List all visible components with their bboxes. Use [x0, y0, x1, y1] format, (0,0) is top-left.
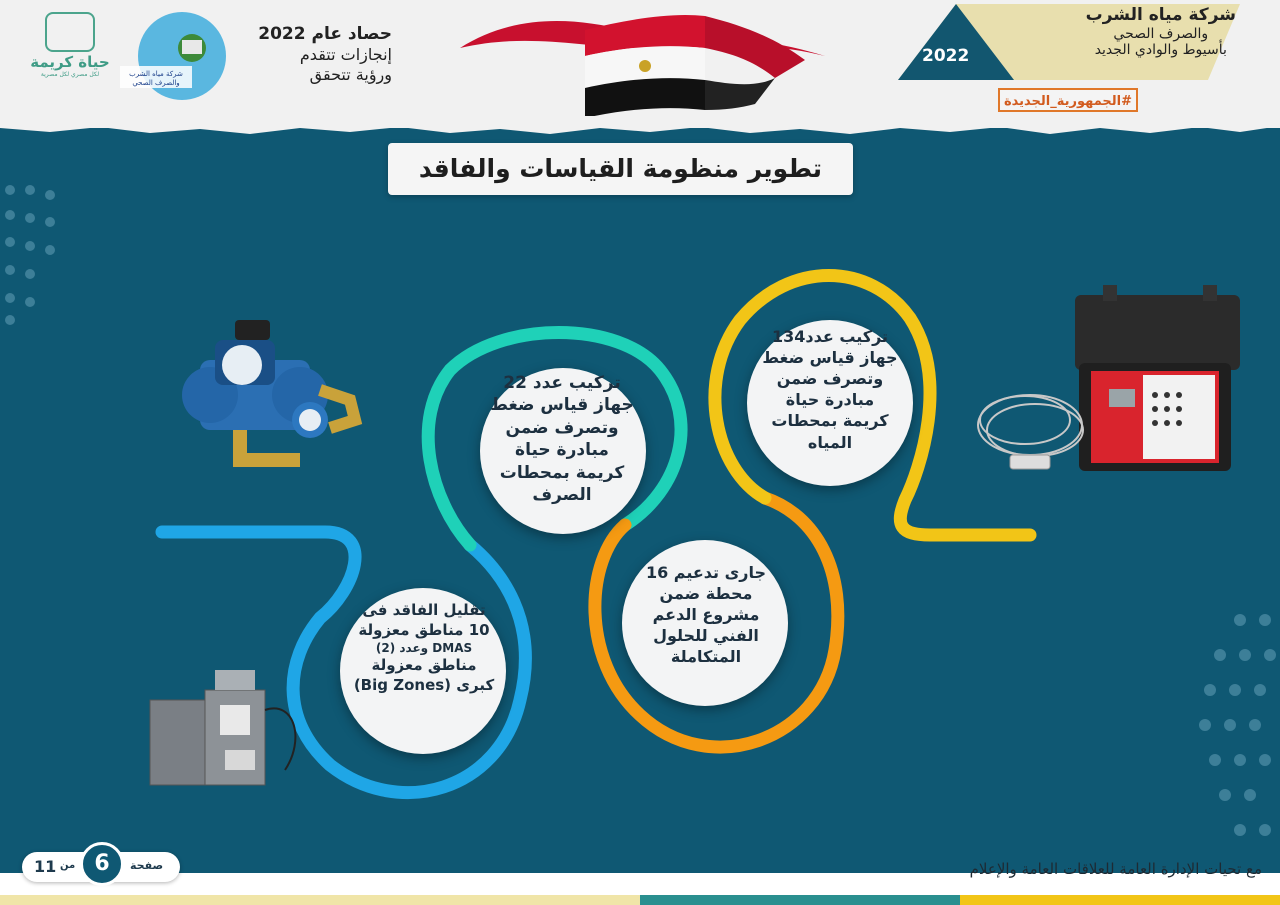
harvest-title: حصاد عام 2022 — [258, 24, 392, 44]
year-badge: 2022 — [922, 46, 970, 66]
footer-stripe — [0, 895, 1280, 905]
page-total: 11 — [34, 857, 57, 876]
page-of-label: من — [60, 860, 76, 871]
card-blue-line: مناطق معزولة — [371, 656, 477, 675]
hayah-karima-name: حياة كريمة — [30, 53, 110, 71]
card-yellow-line: كريمة بمحطات — [771, 411, 889, 431]
card-yellow-line: تركيب عدد134 — [771, 327, 889, 346]
card-orange-line: محطة ضمن — [659, 584, 753, 604]
card-yellow-line: مبادرة حياة — [785, 390, 875, 410]
card-orange-line: المتكاملة — [670, 647, 742, 667]
hashtag-badge: #الجمهورية_الجديدة — [998, 88, 1138, 112]
card-yellow-line: وتصرف ضمن — [776, 369, 884, 389]
harvest-line-3: ورؤية تتحقق — [309, 65, 392, 85]
card-teal-line: تركيب عدد 22 — [503, 373, 621, 393]
card-yellow-text — [715, 326, 945, 453]
card-blue-line: 10 مناطق معزولة — [358, 620, 490, 639]
logger-device-icon — [145, 670, 310, 790]
card-blue-line: DMAS وعدد (2) — [375, 640, 473, 655]
card-teal-line: جهاز قياس ضغط — [490, 395, 634, 416]
card-blue-line: كبرى (Big Zones) — [353, 676, 495, 695]
card-teal-line: كريمة بمحطات — [499, 462, 625, 483]
card-teal-line: وتصرف ضمن — [505, 417, 619, 438]
card-teal-line: الصرف — [532, 485, 592, 506]
svg-text:شركة مياه الشرب: شركة مياه الشرب — [129, 70, 183, 78]
card-blue-text — [318, 601, 530, 696]
card-teal-line: مبادرة حياة — [515, 440, 609, 461]
svg-text:والصرف الصحي: والصرف الصحي — [132, 79, 180, 87]
footer-credit: مع تحيات الإدارة العامة للعلاقات العامة والإعلام — [969, 860, 1262, 878]
card-teal-text — [440, 372, 684, 507]
card-orange-line: مشروع الدعم — [652, 605, 760, 625]
harvest-line-2: إنجازات تتقدم — [299, 45, 392, 65]
card-yellow-line: جهاز قياس ضغط — [762, 348, 898, 368]
flow-meter-case-icon — [975, 285, 1245, 490]
hayah-karima-slogan: لكل مصري لكل مصرية — [40, 70, 100, 78]
card-orange-text — [595, 562, 817, 668]
company-line-1: شركة مياه الشرب — [1085, 5, 1236, 25]
company-line-2: والصرف الصحي — [1113, 25, 1209, 42]
card-orange-line: جارى تدعيم 16 — [645, 563, 767, 582]
card-yellow-line: المياه — [807, 432, 853, 452]
page-label: صفحة — [130, 859, 164, 872]
page-title: تطوير منظومة القياسات والفاقد — [418, 154, 823, 183]
water-meter-icon — [180, 320, 370, 480]
card-orange-line: الفني للحلول — [653, 626, 759, 646]
company-line-3: بأسيوط والوادي الجديد — [1094, 41, 1227, 58]
card-blue-line: تقليل الفاقد فى — [362, 601, 486, 619]
page-number: 6 — [80, 842, 124, 886]
